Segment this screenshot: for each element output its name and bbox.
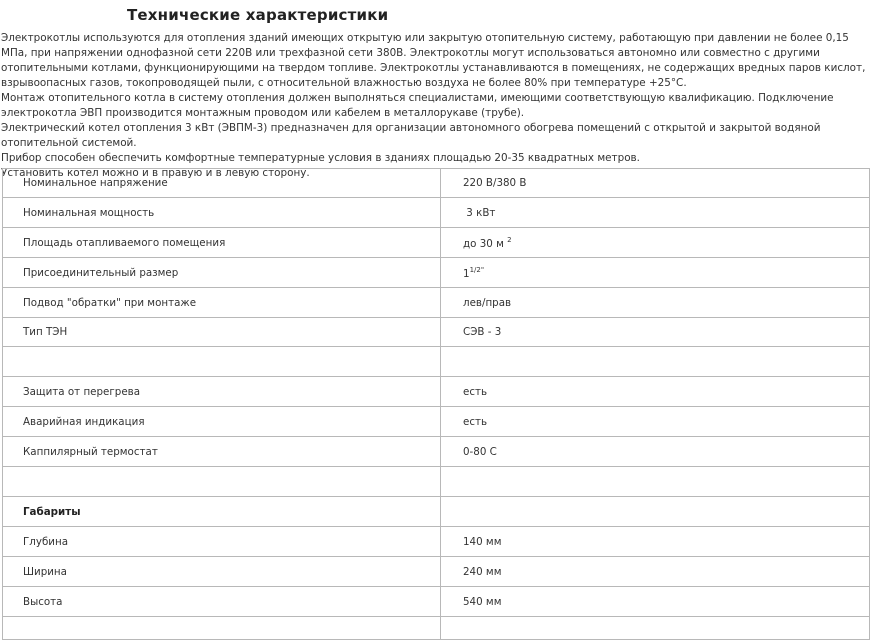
spec-value [441,228,870,258]
description-paragraph: Установить котел можно и в правую и в левую сторону. [1,167,310,179]
table-row [3,258,870,288]
spec-label-empty [3,467,441,497]
table-row [3,318,870,347]
table-row-section [3,497,870,527]
spec-label: Ширина [3,557,441,587]
spec-label: Тип ТЭН [3,318,441,347]
description [1,31,869,181]
table-row [3,407,870,437]
description-paragraph: Электрокотлы используются для отопления зданий имеющих открытую или закрытую отопительную систему, работающую при давлении не более 0,15 МПа, при напряжении однофазной сети 220В или трехфазной сети 380В. Электрокотлы могут использоваться автономно или совместно с другими отопительными котлами, функционирующими на твердом топливе. Электрокотлы устанавливаются в помещениях, не содержащих вредных паров кислот, взрывоопасных газов, токопроводящей пыли, с относительной влажностью воздуха не более 80% при температуре +25°С. [1,32,866,89]
table-row [3,169,870,198]
table-row-empty [3,617,870,640]
spec-label-empty [3,617,441,640]
table-row [3,437,870,467]
description-paragraph: Прибор способен обеспечить комфортные температурные условия в зданиях площадью 20-35 квадратных метров. [1,152,640,164]
spec-value-text: 3 кВт [466,206,496,219]
spec-value-text: до 30 м [463,237,504,250]
spec-label: Подвод "обратки" при монтаже [3,288,441,318]
spec-value: 540 мм [441,587,870,617]
spec-value [441,198,870,228]
description-paragraph: Электрический котел отопления 3 кВт (ЭВПМ-3) предназначен для организации автономного обогрева помещений с открытой и закрытой водяной отопительной системой. [1,122,821,149]
spec-value-superscript: 2 [507,235,512,244]
spec-value-empty [441,347,870,377]
table-row [3,288,870,318]
table-row [3,198,870,228]
spec-value: лев/прав [441,288,870,318]
specs-table [2,168,870,640]
table-row-empty [3,347,870,377]
spec-label-empty [3,347,441,377]
spec-value: СЭВ - 3 [441,318,870,347]
spec-value-text: 1 [463,267,470,280]
spec-value [441,258,870,288]
spec-label: Присоединительный размер [3,258,441,288]
spec-label: Номинальная мощность [3,198,441,228]
table-row [3,527,870,557]
table-row [3,557,870,587]
description-paragraph: Монтаж отопительного котла в систему отопления должен выполняться специалистами, имеющими соответствующую квалификацию. Подключение электрокотла ЭВП производится монтажным проводом или кабелем в металлорукаве (трубе). [1,92,834,119]
spec-value: 140 мм [441,527,870,557]
spec-value-empty [441,497,870,527]
spec-value: есть [441,377,870,407]
spec-value: 220 В/380 В [441,169,870,198]
table-row-empty [3,467,870,497]
spec-label: Глубина [3,527,441,557]
spec-value: 240 мм [441,557,870,587]
spec-value: есть [441,407,870,437]
spec-label: Высота [3,587,441,617]
table-row [3,228,870,258]
table-row [3,377,870,407]
spec-value-empty [441,617,870,640]
spec-label: Аварийная индикация [3,407,441,437]
spec-label: Номинальное напряжение [3,169,441,198]
spec-value-empty [441,467,870,497]
spec-value-superscript: 1/2" [469,265,485,274]
spec-value: 0-80 С [441,437,870,467]
page-title: Технические характеристики [127,6,389,24]
table-row [3,587,870,617]
section-header-dimensions: Габариты [3,497,441,527]
spec-label: Площадь отапливаемого помещения [3,228,441,258]
spec-label: Защита от перегрева [3,377,441,407]
spec-label: Каппилярный термостат [3,437,441,467]
